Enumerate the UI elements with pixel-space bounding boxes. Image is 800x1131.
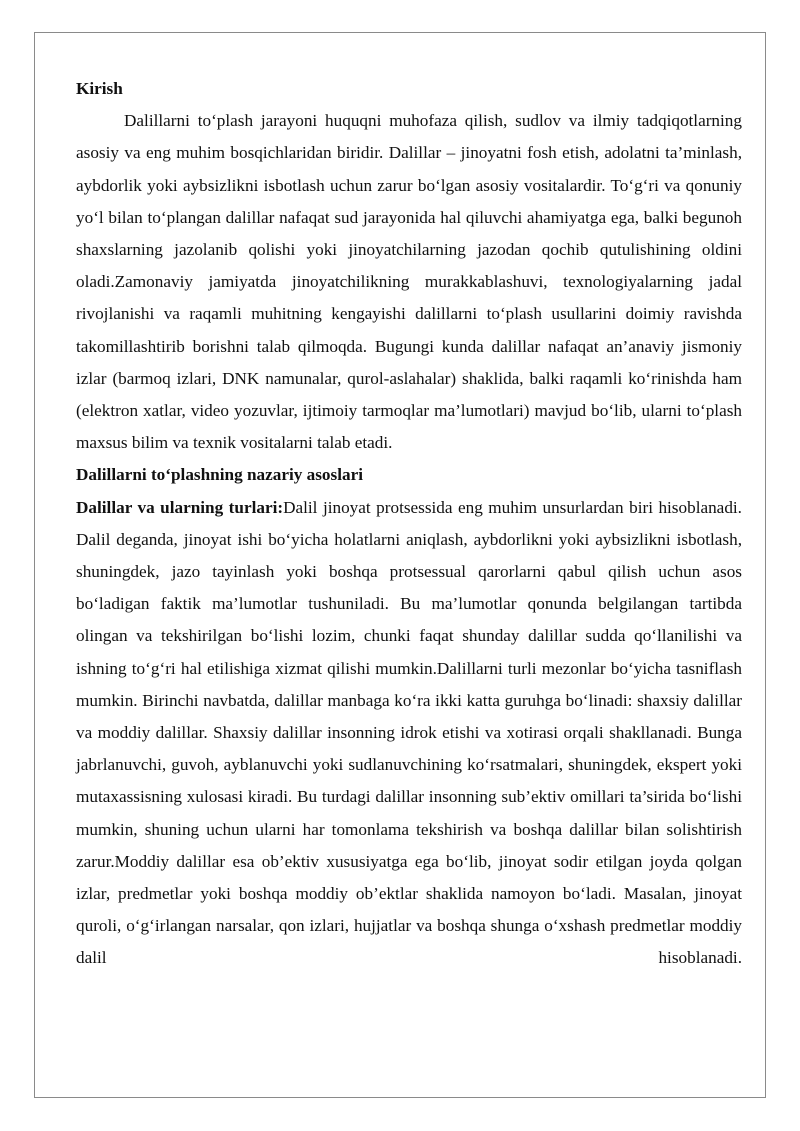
section-paragraph: Dalil jinoyat protsessida eng muhim unsurlardan biri hisoblanadi. Dalil deganda, jinoyat ishi bo‘yicha holatlarni aniqlash, aybdorlikni yoki aybsizlikni isbotlash, shuningdek, jazo tayinlash yoki boshqa protsessual qarorlarni qabul qilish uchun asos bo‘ladigan faktik ma’lumotlar tushuniladi. Bu ma’lumotlar qonunda belgilangan tartibda olingan va tekshirilgan bo‘lishi lozim, chunki faqat shunday dalillar sudda qo‘llanilishi va ishning to‘g‘ri hal etilishiga xizmat qilishi mumkin.Dalillarni turli mezonlar bo‘yicha tasniflash mumkin. Birinchi navbatda, dalillar manbaga ko‘ra ikki katta guruhga bo‘linadi: shaxsiy dalillar va moddiy dalillar. Shaxsiy dalillar insonning idrok etishi va xotirasi orqali shakllanadi. Bunga jabrlanuvchi, guvoh, ayblanuvchi yoki sudlanuvchining ko‘rsatmalari, shuningdek, ekspert yoki mutaxassisning xulosasi kiradi. Bu turdagi dalillar insonning sub’ektiv omillari ta’sirida bo‘lishi mumkin, shuning uchun ularni har tomonlama tekshirish va boshqa dalillar bilan solishtirish zarur.Moddiy dalillar esa ob’ektiv xususiyatga ega bo‘lib, jinoyat sodir etilgan joyda qolgan izlar, predmetlar yoki boshqa moddiy ob’ektlar shaklida namoyon bo‘ladi. Masalan, jinoyat quroli, o‘g‘irlangan narsalar, qon izlari, hujjatlar va boshqa shunga o‘xshash predmetlar moddiy dalil hisoblanadi. — [76, 497, 742, 968]
subsection-label: Dalillar va ularning turlari: — [76, 497, 284, 517]
document-body — [76, 73, 742, 975]
section-heading: Dalillarni to‘plashning nazariy asoslari — [76, 465, 363, 485]
intro-heading: Kirish — [76, 79, 123, 98]
intro-paragraph: Dalillarni to‘plash jarayoni huquqni muhofaza qilish, sudlov va ilmiy tadqiqotlarning asosiy va eng muhim bosqichlaridan biridir. Dalillar – jinoyatni fosh etish, adolatni ta’minlash, aybdorlik yoki aybsizlikni isbotlash uchun zarur bo‘lgan asosiy vositalardir. To‘g‘ri va qonuniy yo‘l bilan to‘plangan dalillar nafaqat sud jarayonida hal qiluvchi ahamiyatga ega, balki begunoh shaxslarning jazolanib qolishi yoki jinoyatchilarning jazodan qochib qutulishining oldini oladi.Zamonaviy jamiyatda jinoyatchilikning murakkablashuvi, texnologiyalarning jadal rivojlanishi va raqamli muhitning kengayishi dalillarni to‘plash usullarini doimiy ravishda takomillashtirib borishni talab qilmoqda. Bugungi kunda dalillar nafaqat an’anaviy jismoniy izlar (barmoq izlari, DNK namunalar, qurol-aslahalar) shaklida, balki raqamli ko‘rinishda ham (elektron xatlar, video yozuvlar, ijtimoiy tarmoqlar ma’lumotlari) mavjud bo‘lib, ularni to‘plash maxsus bilim va texnik vositalarni talab etadi. — [76, 111, 742, 453]
section-paragraph-block — [76, 492, 742, 975]
